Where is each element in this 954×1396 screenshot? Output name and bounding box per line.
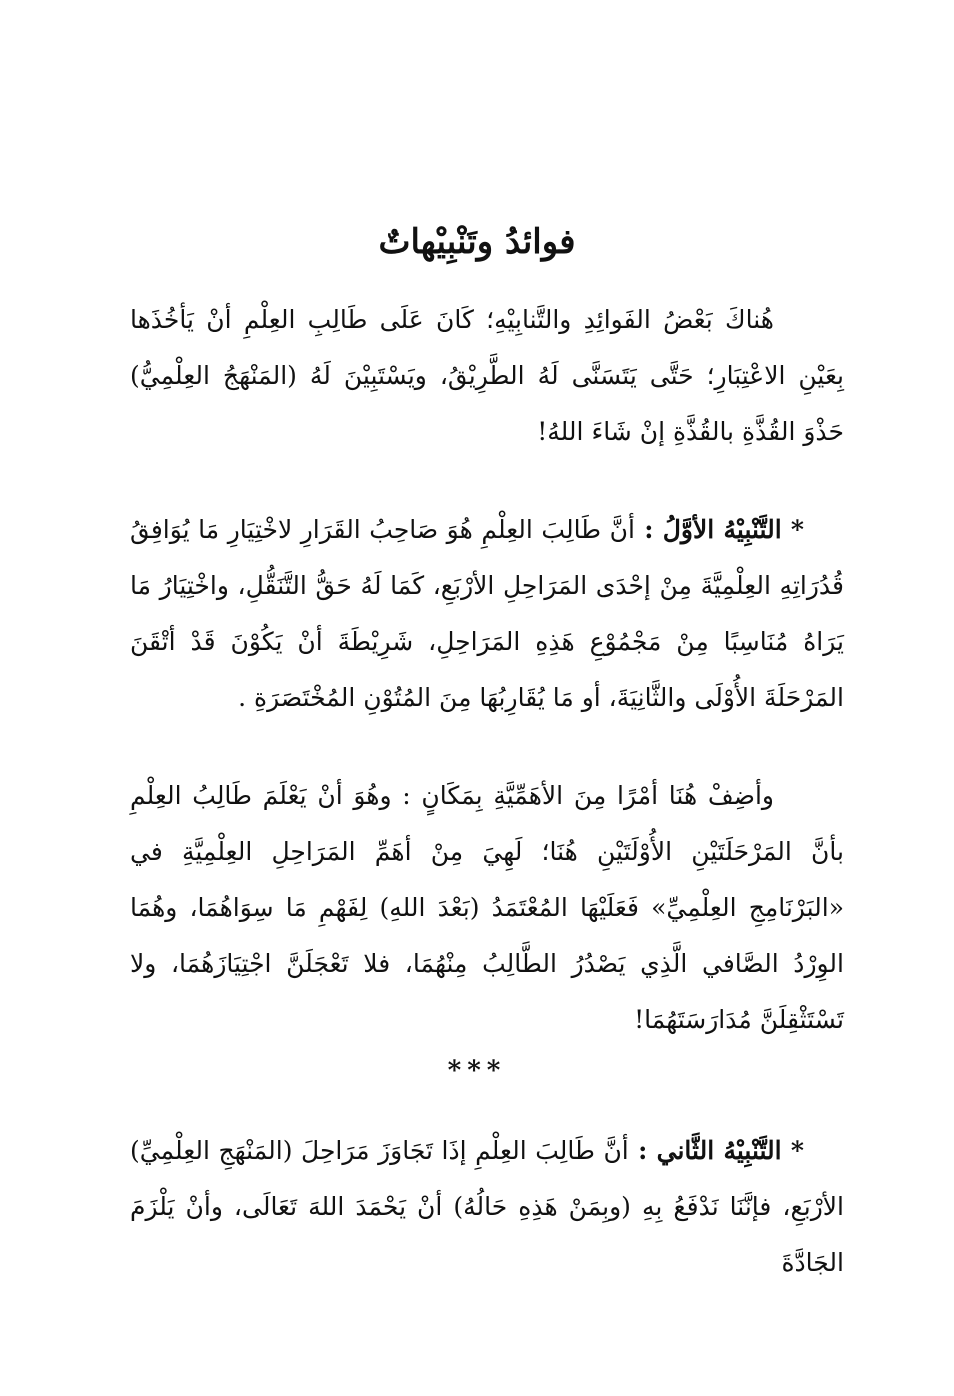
intro-paragraph (130, 292, 844, 460)
second-note-heading: * التَّنْبِيْهُ الثَّاني : (628, 1136, 804, 1165)
first-note-heading: * التَّنْبِيْهُ الأوَّلُ : (634, 515, 805, 544)
second-note-paragraph (130, 1123, 844, 1291)
paragraph-text: أنَّ طَالِبَ العِلْمِ إذَا تَجَاوَزَ مَرَاحِلَ (المَنْهَجِ العِلْمِيِّ) الأرْبَعِ، فإنَّنَا نَدْفَعُ بِهِ (وبِمَنْ هَذِهِ حَالُهُ) أنْ يَحْمَدَ اللهَ تَعَالَى، وأنْ يَلْزَمَ الجَادَّةَ (130, 1136, 844, 1277)
page-title: فوائدُ وتَنْبِيْهاتٌ (378, 222, 576, 262)
paragraph-text: هُناكَ بَعْضُ الفَوائِدِ والتَّنابِيْهِ؛ كَانَ عَلَى طَالِبِ العِلْمِ أنْ يَأخُذَها بِعَيْنِ الاعْتِبَارِ؛ حَتَّى يَتَسَنَّى لَهُ الطَّرِيْقُ، ويَسْتَبِيْنَ لَهُ (المَنْهَجُ العِلْمِيُّ) حَذْوَ القُذَّةِ بالقُذَّةِ إنْ شَاءَ اللهُ! (130, 305, 844, 446)
paragraph-text: وأضِفْ هُنَا أمْرًا مِنَ الأهَمِّيَّةِ بِمَكَانٍ : وهُوَ أنْ يَعْلَمَ طَالِبُ العِلْمِ بأنَّ المَرْحَلَتَيْنِ الأُوْلَتَيْنِ هُنَا؛ لَهِيَ مِنْ أهَمِّ المَرَاحِلِ العِلْمِيَّةِ في «البَرْنَامِجِ العِلْمِيِّ» فَعَلَيْهَا المُعْتَمَدُ (بَعْدَ اللهِ) لِفَهْمِ مَا سِوَاهُمَا، وهُمَا الوِرْدُ الصَّافي الَّذِي يَصْدُرُ الطَّالِبُ مِنْهُمَا، فلا تَعْجَلَنَّ اجْتِيَازَهُمَا، ولا تَسْتَثْقِلَنَّ مُدَارَسَتَهُمَا! (130, 781, 844, 1034)
section-separator: *** (447, 1056, 507, 1086)
paragraph-text: أنَّ طَالِبَ العِلْمِ هُوَ صَاحِبُ القَرَارِ لاخْتِيَارِ مَا يُوَافِقُ قُدُرَاتِهِ العِلْمِيَّةَ مِنْ إحْدَى المَرَاحِلِ الأرْبَعِ، كَمَا لَهُ حَقُّ التَّنَقُّلِ، واخْتِيَارُ مَا يَرَاهُ مُنَاسِبًا مِنْ مَجْمُوْعِ هَذِهِ المَرَاحِلِ، شَرِيْطَةَ أنْ يَكُوْنَ قَدْ أتْقَنَ المَرْحَلَةَ الأُوْلَى والثَّانِيَةَ، أو مَا يُقَارِبُهَا مِنَ المُتُوْنِ المُخْتَصَرَةِ . (130, 515, 844, 712)
first-note-paragraph (130, 502, 844, 726)
addendum-paragraph (130, 768, 844, 1048)
